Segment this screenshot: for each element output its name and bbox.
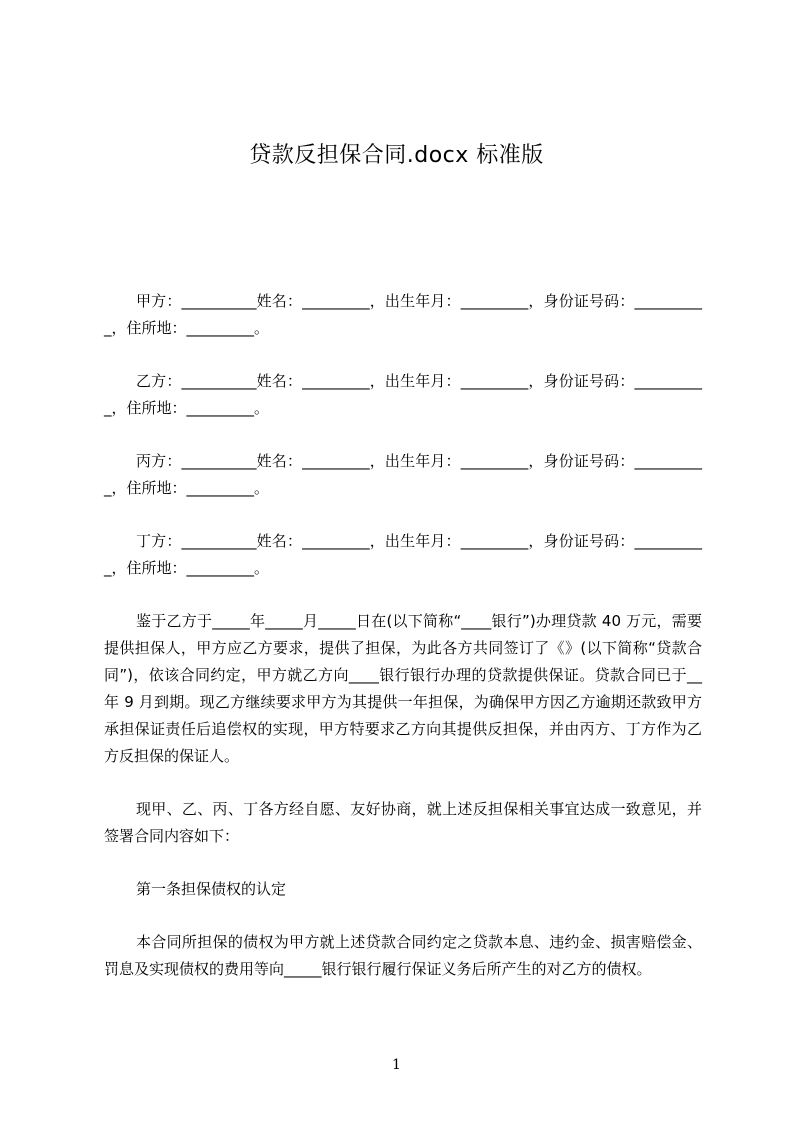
party-a-paragraph: 甲方：__________姓名：_________，出生年月：_________，身份证号码：__________，住所地：_________。	[104, 292, 702, 337]
recital-paragraph: 鉴于乙方于_____年_____月_____日在(以下简称“____银行”)办理贷款 40 万元，需要提供担保人，甲方应乙方要求，提供了担保，为此各方共同签订了《》(以下简称“贷款合同”)，依该合同约定，甲方就乙方向____银行银行办理的贷款提供保证。贷款合同已于__年 9 月到期。现乙方继续要求甲方为其提供一年担保，为确保甲方因乙方逾期还款致甲方承担保证责任后追偿权的实现，甲方特要求乙方向其提供反担保，并由丙方、丁方作为乙方反担保的保证人。	[104, 612, 702, 765]
document-body	[104, 288, 702, 1009]
agreement-intro-paragraph: 现甲、乙、丙、丁各方经自愿、友好协商，就上述反担保相关事宜达成一致意见，并签署合同内容如下：	[104, 800, 702, 845]
page-number: 1	[392, 1057, 401, 1073]
party-b-paragraph: 乙方：__________姓名：_________，出生年月：_________，身份证号码：__________，住所地：_________。	[104, 372, 702, 417]
party-c-paragraph: 丙方：__________姓名：_________，出生年月：_________，身份证号码：__________，住所地：_________。	[104, 452, 702, 497]
article-one-heading: 第一条担保债权的认定	[136, 880, 287, 898]
article-one-paragraph: 本合同所担保的债权为甲方就上述贷款合同约定之贷款本息、违约金、损害赔偿金、罚息及实现债权的费用等向_____银行银行履行保证义务后所产生的对乙方的债权。	[104, 933, 702, 978]
document-title: 贷款反担保合同.docx 标准版	[249, 143, 544, 168]
party-d-paragraph: 丁方：__________姓名：_________，出生年月：_________，身份证号码：__________，住所地：_________。	[104, 532, 702, 577]
